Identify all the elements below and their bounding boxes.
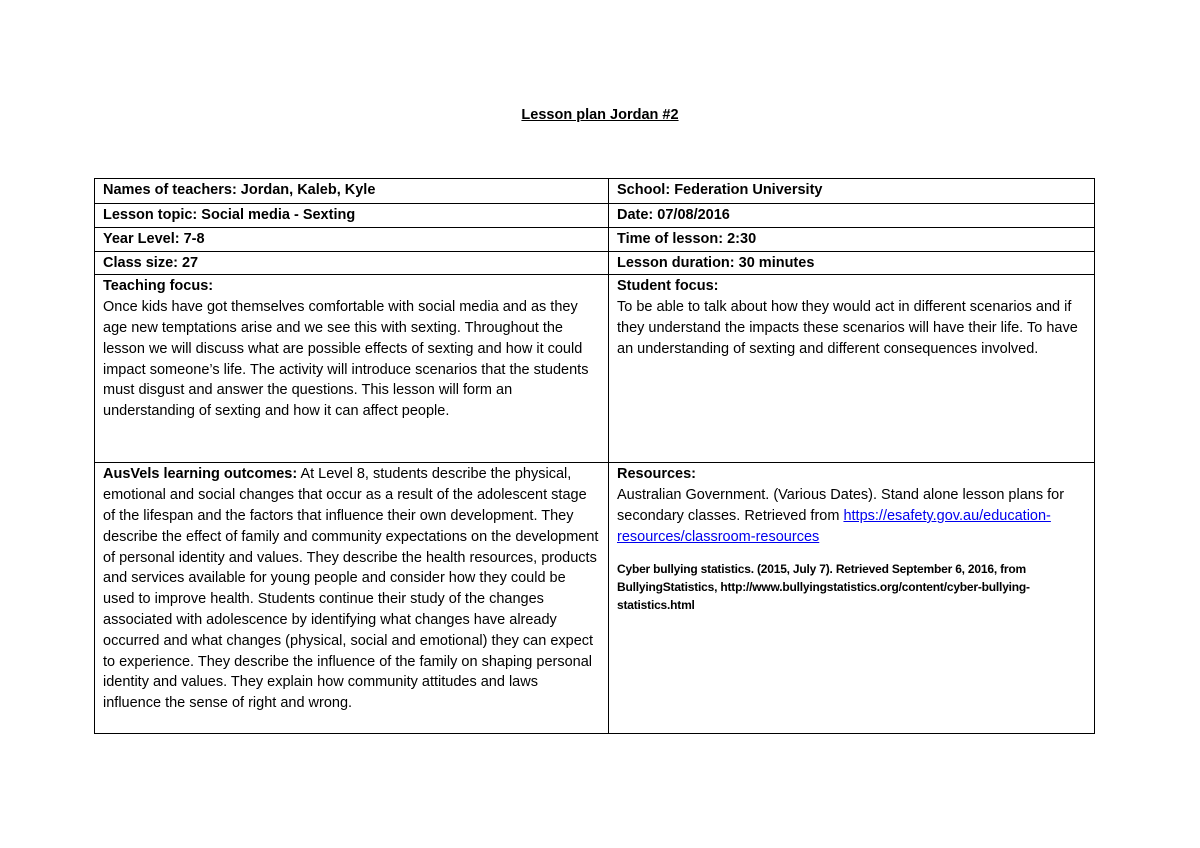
table-row <box>95 275 1095 463</box>
reference-1-text: Australian Government. (Various Dates). Stand alone lesson plans for secondary classes. Retrieved from <box>617 487 1065 524</box>
ausvels-heading: AusVels learning outcomes: <box>103 466 298 483</box>
table-row <box>95 179 1095 204</box>
student-focus-body: To be able to talk about how they would act in different scenarios and if they understand the impacts these scenarios will have their life. To have an understanding of sexting and different consequences involved. <box>617 299 1078 357</box>
reference-2-text: Cyber bullying statistics. (2015, July 7). Retrieved September 6, 2016, from BullyingStatistics, http://www.bullyingstatistics.org/content/cyber-bullying-statistics.html <box>617 561 1030 612</box>
teaching-focus-cell <box>95 275 609 463</box>
lesson-duration-cell: Lesson duration: 30 minutes <box>609 251 1095 275</box>
resources-heading: Resources: <box>617 466 696 483</box>
teachers-cell: Names of teachers: Jordan, Kaleb, Kyle <box>95 179 609 204</box>
lesson-plan-table <box>94 178 1095 734</box>
class-size-cell: Class size: 27 <box>95 251 609 275</box>
date-cell: Date: 07/08/2016 <box>609 204 1095 228</box>
teaching-focus-body: Once kids have got themselves comfortable with social media and as they age new temptations arise and we see this with sexting. Throughout the lesson we will discuss what are possible effects of sexting and how it could impact someone’s life. The activity will introduce scenarios that the students must disgust and answer the questions. This lesson will form an understanding of sexting and how it can affect people. <box>103 299 589 420</box>
time-of-lesson-cell: Time of lesson: 2:30 <box>609 227 1095 251</box>
ausvels-cell <box>95 463 609 734</box>
student-focus-heading: Student focus: <box>617 278 719 295</box>
teaching-focus-heading: Teaching focus: <box>103 278 214 295</box>
esafety-link[interactable]: https://esafety.gov.au/education-resources/classroom-resources <box>617 507 1051 545</box>
table-row <box>95 204 1095 228</box>
year-level-cell: Year Level: 7-8 <box>95 227 609 251</box>
lesson-topic-cell: Lesson topic: Social media - Sexting <box>95 204 609 228</box>
table-row <box>95 251 1095 275</box>
resources-cell <box>609 463 1095 734</box>
document-title: Lesson plan Jordan #2 <box>521 107 679 123</box>
student-focus-cell <box>609 275 1095 463</box>
ausvels-body: At Level 8, students describe the physical, emotional and social changes that occur as a result of the adolescent stage of the lifespan and the factors that influence their own development. They describe the effect of family and community expectations on the development of personal identity and values. They describe the health resources, products and services available for young people and consider how they could be used to improve health. Students continue their study of the changes associated with adolescence by identifying what changes have already occurred and what changes (physical, social and emotional) they can expect to experience. They describe the influence of the family on shaping personal identity and values. They explain how community attitudes and laws influence the sense of right and wrong. <box>103 466 599 712</box>
table-row <box>95 227 1095 251</box>
school-cell: School: Federation University <box>609 179 1095 204</box>
table-row <box>95 463 1095 734</box>
